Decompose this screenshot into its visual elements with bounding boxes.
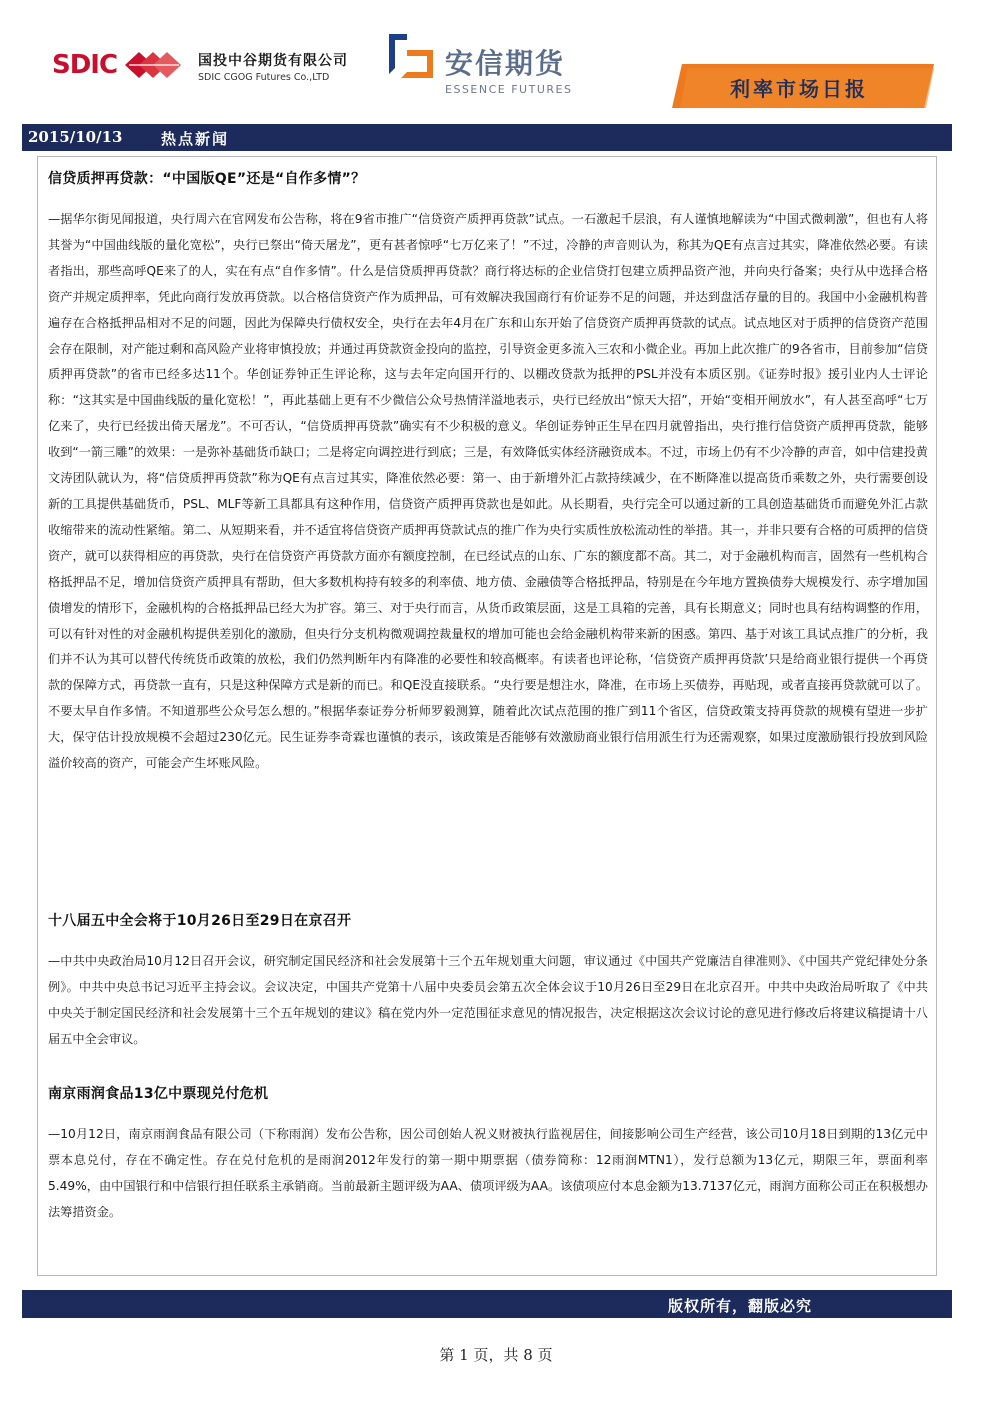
report-title: 利率市场日报 — [730, 77, 868, 101]
section-bar — [22, 124, 952, 151]
article-body: —中共中央政治局10月12日召开会议，研究制定国民经济和社会发展第十三个五年规划重大问题，审议通过《中国共产党廉洁自律准则》、《中国共产党纪律处分条例》。中共中央总书记习近平主持会议。会议决定，中国共产党第十八届中央委员会第五次全体会议于10月26日至29日在北京召开。中共中央政治局听取了《中共中央关于制定国民经济和社会发展第十三个五年规划的建议》稿在党内外一定范围征求意见的情况报告，决定根据这次会议讨论的意见进行修改后将建议稿提请十八届五中全会审议。 — [48, 954, 928, 1046]
article-title: 十八届五中全会将于10月26日至29日在京召开 — [48, 913, 352, 929]
copyright-notice: 版权所有，翻版必究 — [667, 1297, 812, 1315]
sdic-logo — [52, 50, 185, 80]
article-3 — [48, 1083, 928, 1226]
article-title: 南京雨润食品13亿中票现兑付危机 — [48, 1086, 269, 1102]
partner-name-cn: 安信期货 — [445, 47, 566, 80]
company-name-block — [198, 50, 348, 83]
essence-logo-icon — [385, 28, 437, 80]
article-title: 信贷质押再贷款：“中国版QE”还是“自作多情”？ — [48, 171, 366, 187]
partner-name-block — [445, 42, 572, 96]
company-name-en: SDIC CGOG Futures Co.,LTD — [198, 72, 330, 83]
report-date: 2015/10/13 — [28, 128, 123, 146]
page-header — [0, 0, 992, 120]
article-2 — [48, 910, 928, 1053]
company-name-cn: 国投中谷期货有限公司 — [198, 53, 348, 69]
page-number: 第 1 页，共 8 页 — [439, 1346, 553, 1364]
article-1 — [48, 168, 928, 777]
article-body: —据华尔街见闻报道，央行周六在官网发布公告称，将在9省市推广“信贷资产质押再贷款”试点。一石激起千层浪，有人谨慎地解读为“中国式微刺激”，但也有人将其誉为“中国曲线版的量化宽松”，央行已祭出“倚天屠龙”，更有甚者惊呼“七万亿来了！”不过，冷静的声音则认为，称其为QE有点言过其实，降准依然必要。有读者指出，那些高呼QE来了的人，实在有点“自作多情”。什么是信贷质押再贷款？商行将达标的企业信贷打包建立质押品资产池，并向央行备案；央行从中选择合格资产并规定质押率，凭此向商行发放再贷款。以合格信贷资产作为质押品，可有效解决我国商行有价证券不足的问题，并达到盘活存量的目的。我国中小金融机构普遍存在合格抵押品相对不足的问题，因此为保障央行债权安全，央行在去年4月在广东和山东开始了信贷资产质押再贷款的试点。试点地区对于质押的信贷资产范围会存在限制，对产能过剩和高风险产业将审慎投放；并通过再贷款资金投向的监控，引导资金更多流入三农和小微企业。再加上此次推广的9各省市，目前参加“信贷质押再贷款”的省市已经多达11个。华创证券钟正生评论称，这与去年定向国开行的、以棚改贷款为抵押的PSL并没有本质区别。《证券时报》援引业内人士评论称：“这其实是中国曲线版的量化宽松！”，再此基础上更有不少微信公众号热情洋溢地表示，央行已经放出“惊天大招”，开始“变相开闸放水”，有人甚至高呼“七万亿来了，央行已经拔出倚天屠龙”。不可否认，“信贷质押再贷款”确实有不少积极的意义。华创证券钟正生早在四月就曾指出，央行推行信贷资产质押再贷款，能够收到“一箭三雕”的效果：一是弥补基础货币缺口；二是将定向调控进行到底；三是，有效降低实体经济融资成本。不过，市场上仍有不少冷静的声音，如中信建投黄文涛团队就认为，将“信贷质押再贷款”称为QE有点言过其实，降准依然必要：第一、由于新增外汇占款持续减少，在不断降准以提高货币乘数之外，央行需要创设新的工具提供基础货币，PSL、MLF等新工具都具有这种作用，信贷资产质押再贷款也是如此。从长期看，央行完全可以通过新的工具创造基础货币而避免外汇占款收缩带来的流动性紧缩。第二、从短期来看，并不适宜将信贷资产质押再贷款试点的推广作为央行实质性放松流动性的举措。其一，并非只要有合格的可质押的信贷资产，就可以获得相应的再贷款，央行在信贷资产再贷款方面亦有额度控制，在已经试点的山东、广东的额度都不高。其二，对于金融机构而言，固然有一些机构合格抵押品不足，增加信贷资产质押具有帮助，但大多数机构持有较多的利率债、地方债、金融债等合格抵押品，特别是在今年地方置换债券大规模发行、赤字增加国债增发的情形下，金融机构的合格抵押品已经大为扩容。第三、对于央行而言，从货币政策层面，这是工具箱的完善，具有长期意义；同时也具有结构调整的作用，可以有针对性的对金融机构提供差别化的激励，但央行分支机构微观调控裁量权的增加可能也会给金融机构带来新的困惑。第四、基于对该工具试点推广的分析，我们并不认为其可以替代传统货币政策的放松，我们仍然判断年内有降准的必要性和较高概率。有读者也评论称，‘信贷资产质押再贷款’只是给商业银行提供一个再贷款的保障方式，再贷款一直有，只是这种保障方式是新的而已。和QE没直接联系。“央行要是想注水，降准，在市场上买债券，再贴现，或者直接再贷款就可以了。不要太早自作多情。不知道那些公众号怎么想的。”根据华泰证券分析师罗毅测算，随着此次试点范围的推广到11个省区，信贷政策支持再贷款的规模有望进一步扩大，保守估计投放规模不会超过230亿元。民生证券李奇霖也谨慎的表示，该政策是否能够有效激励商业银行信用派生行为还需观察，如果过度激励银行投放到风险溢价较高的资产，可能会产生坏账风险。 — [48, 212, 928, 771]
footer-bar — [22, 1290, 952, 1318]
report-title-tab — [672, 64, 934, 108]
section-title: 热点新闻 — [161, 130, 230, 148]
sdic-diamond-icon — [121, 50, 185, 80]
partner-name-en: ESSENCE FUTURES — [445, 83, 573, 96]
sdic-logo-text: SDIC — [52, 50, 118, 80]
article-body: —10月12日，南京雨润食品有限公司（下称雨润）发布公告称，因公司创始人祝义财被执行监视居住，间接影响公司生产经营，该公司10月18日到期的13亿元中票本息兑付，存在不确定性。存在兑付危机的是雨润2012年发行的第一期中期票据（债券简称：12雨润MTN1），发行总额为13亿元，期限三年，票面利率5.49%，由中国银行和中信银行担任联系主承销商。当前最新主题评级为AA、债项评级为AA。该债项应付本息金额为13.7137亿元，雨润方面称公司正在积极想办法筹措资金。 — [48, 1127, 928, 1219]
